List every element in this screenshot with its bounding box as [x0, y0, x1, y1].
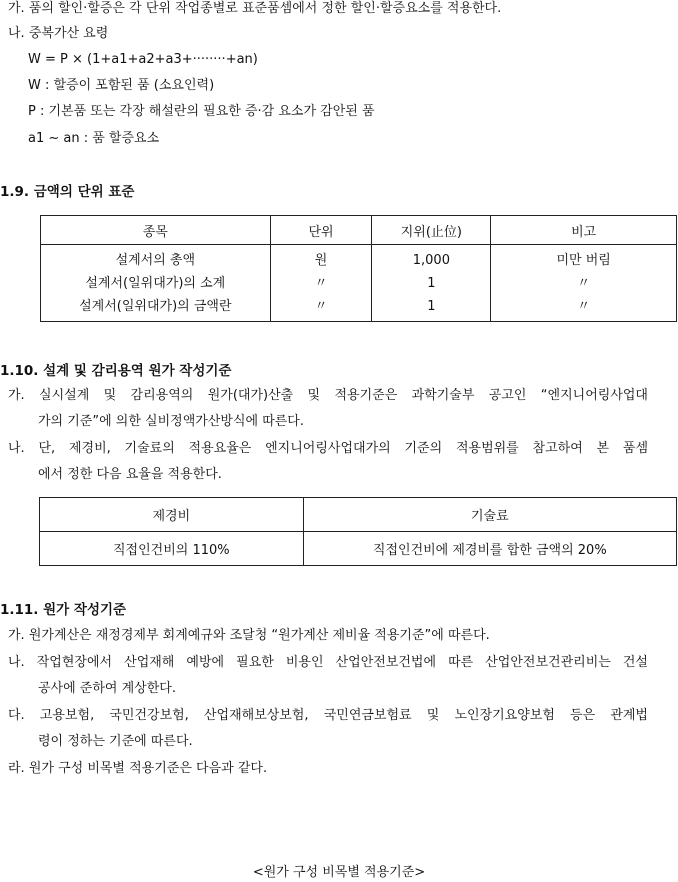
table-body-row	[41, 245, 677, 322]
cell-stop-0: 1,000	[412, 252, 450, 268]
cell-units	[270, 245, 372, 322]
cell-note-0: 미만 버림	[556, 252, 611, 268]
paragraph-1-11-ra: 라. 원가 구성 비목별 적용기준은 다음과 같다.	[8, 761, 268, 776]
header-stop: 지위(止位)	[372, 216, 491, 245]
cell-stop-2: 1	[427, 298, 436, 314]
cell-item-2: 설계서(일위대가)의 금액란	[79, 298, 232, 314]
value-tech-fee: 직접인건비에 제경비를 합한 금액의 20%	[303, 532, 676, 566]
cell-items	[41, 245, 271, 322]
header-note: 비고	[491, 216, 677, 245]
paragraph-1-11-na-line2: 공사에 준하여 계상한다.	[38, 681, 176, 696]
paragraph-1-11-da-line2: 령이 정하는 기준에 따른다.	[38, 734, 193, 749]
cell-notes	[491, 245, 677, 322]
cell-stops	[372, 245, 491, 322]
paragraph-1-10-ga-line1: 가. 실시설계 및 감리용역의 원가(대가)산출 및 적용기준은 과학기술부 공고인 “엔지니어링사업대	[8, 388, 648, 403]
unit-standard-table	[40, 215, 677, 322]
paragraph-1-10-na-line1: 나. 단, 제경비, 기술료의 적용요율은 엔지니어링사업대가의 기준의 적용범위를 참고하여 본 품셈	[8, 441, 648, 456]
header-unit: 단위	[270, 216, 372, 245]
section-1-9-title: 1.9. 금액의 단위 표준	[0, 184, 135, 200]
header-item: 종목	[41, 216, 271, 245]
cell-item-1: 설계서(일위대가)의 소계	[85, 275, 226, 291]
formula-def-a: a1 ~ an : 품 할증요소	[28, 131, 160, 146]
cell-note-2: 〃	[577, 298, 591, 314]
formula-def-w: W : 할증이 포함된 품 (소요인력)	[28, 78, 215, 93]
paragraph-1-11-ga: 가. 원가계산은 재정경제부 회계예규와 조달청 “원가계산 제비율 적용기준”에 따른다.	[8, 628, 490, 643]
cell-unit-0: 원	[314, 252, 328, 268]
header-overhead: 제경비	[40, 498, 304, 532]
paragraph-1-11-na-line1: 나. 작업현장에서 산업재해 예방에 필요한 비용인 산업안전보건법에 따른 산업안전보건관리비는 건설	[8, 655, 648, 670]
cell-unit-2: 〃	[314, 298, 328, 314]
section-1-10-title: 1.10. 설계 및 감리용역 원가 작성기준	[0, 363, 232, 379]
rate-header-row	[40, 498, 677, 532]
paragraph-na-overlap-heading: 나. 중복가산 요령	[8, 26, 109, 41]
paragraph-ga-discount: 가. 품의 할인·할증은 각 단위 작업종별로 표준품셈에서 정한 할인·할증요소를 적용한다.	[8, 1, 502, 16]
table-header-row	[41, 216, 677, 245]
cell-note-1: 〃	[577, 275, 591, 291]
rate-value-row	[40, 532, 677, 566]
formula-def-p: P : 기본품 또는 각장 해설란의 필요한 증·감 요소가 감안된 품	[28, 104, 375, 119]
cell-item-0: 설계서의 총액	[115, 252, 196, 268]
header-tech-fee: 기술료	[303, 498, 676, 532]
table-caption: <원가 구성 비목별 적용기준>	[252, 865, 426, 880]
paragraph-1-10-na-line2: 에서 정한 다음 요율을 적용한다.	[38, 467, 222, 482]
cell-stop-1: 1	[427, 275, 436, 291]
rate-table	[39, 497, 677, 566]
value-overhead: 직접인건비의 110%	[40, 532, 304, 566]
paragraph-1-11-da-line1: 다. 고용보험, 국민건강보험, 산업재해보상보험, 국민연금보험료 및 노인장기요양보험 등은 관계법	[8, 708, 648, 723]
section-1-11-title: 1.11. 원가 작성기준	[0, 602, 127, 618]
formula-w: W = P × (1+a1+a2+a3+········+an)	[28, 52, 258, 67]
paragraph-1-10-ga-line2: 가의 기준”에 의한 실비정액가산방식에 따른다.	[38, 414, 304, 429]
cell-unit-1: 〃	[314, 275, 328, 291]
